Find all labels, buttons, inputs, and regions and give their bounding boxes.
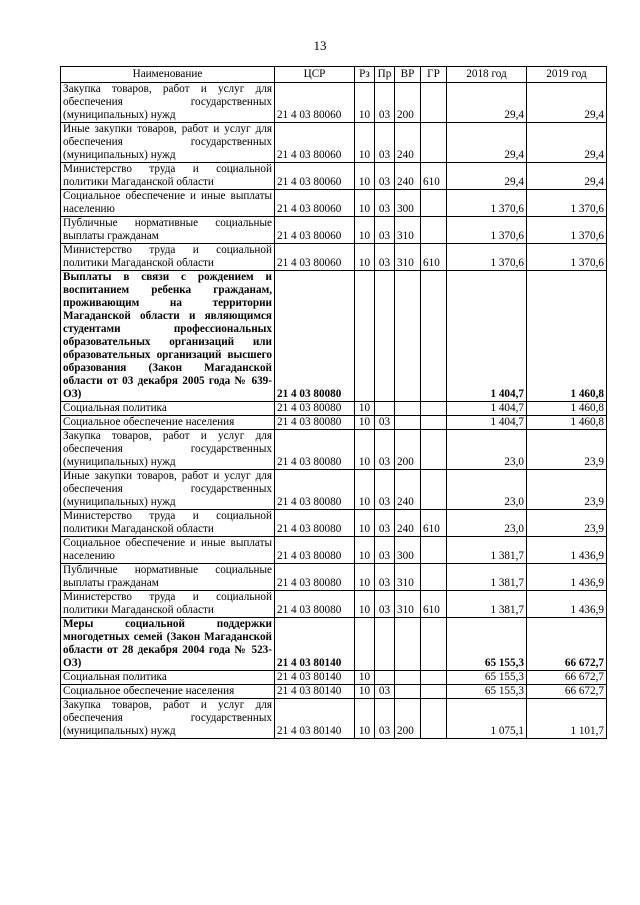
row-pr-cell: 03 xyxy=(375,564,395,591)
row-gr-cell xyxy=(421,430,447,470)
row-rz-cell: 10 xyxy=(355,402,375,416)
row-csr-cell: 21 4 03 80080 xyxy=(275,430,355,470)
row-name-cell: Социальное обеспечение и иные выплаты населению xyxy=(61,537,275,564)
row-gr-cell xyxy=(421,190,447,217)
page-number: 13 xyxy=(313,38,327,53)
row-vr-cell: 200 xyxy=(395,430,421,470)
row-name-cell: Социальное обеспечение и иные выплаты населению xyxy=(61,190,275,217)
row-vr-cell xyxy=(395,402,421,416)
table-row xyxy=(61,402,607,416)
row-csr-cell: 21 4 03 80140 xyxy=(275,699,355,739)
row-name-cell: Министерство труда и социальной политики Магаданской области xyxy=(61,244,275,271)
row-2019-cell: 1 460,8 xyxy=(527,271,607,402)
row-rz-cell: 10 xyxy=(355,163,375,190)
row-2018-cell: 1 075,1 xyxy=(447,699,527,739)
row-pr-cell: 03 xyxy=(375,244,395,271)
row-pr-cell xyxy=(375,671,395,685)
row-gr-cell xyxy=(421,123,447,163)
row-vr-cell: 300 xyxy=(395,537,421,564)
row-vr-cell xyxy=(395,671,421,685)
table-row xyxy=(61,271,607,402)
row-rz-cell: 10 xyxy=(355,430,375,470)
row-vr-cell xyxy=(395,685,421,699)
table-row xyxy=(61,671,607,685)
row-2018-cell: 29,4 xyxy=(447,123,527,163)
row-2019-cell: 66 672,7 xyxy=(527,671,607,685)
row-rz-cell: 10 xyxy=(355,699,375,739)
row-pr-cell: 03 xyxy=(375,83,395,123)
row-rz-cell: 10 xyxy=(355,244,375,271)
row-rz-cell xyxy=(355,618,375,671)
row-vr-cell: 240 xyxy=(395,123,421,163)
row-2019-cell: 29,4 xyxy=(527,163,607,190)
row-rz-cell: 10 xyxy=(355,564,375,591)
row-2018-cell: 23,0 xyxy=(447,510,527,537)
row-gr-cell xyxy=(421,217,447,244)
row-gr-cell xyxy=(421,537,447,564)
table-row xyxy=(61,123,607,163)
row-2018-cell: 1 381,7 xyxy=(447,537,527,564)
row-vr-cell: 310 xyxy=(395,564,421,591)
row-name-cell: Социальная политика xyxy=(61,402,275,416)
header-pr: Пр xyxy=(375,67,395,83)
row-gr-cell xyxy=(421,564,447,591)
row-csr-cell: 21 4 03 80140 xyxy=(275,685,355,699)
row-pr-cell: 03 xyxy=(375,430,395,470)
row-name-cell: Социальная политика xyxy=(61,671,275,685)
row-2018-cell: 1 404,7 xyxy=(447,402,527,416)
table-body xyxy=(61,83,607,739)
row-csr-cell: 21 4 03 80060 xyxy=(275,163,355,190)
table-row xyxy=(61,537,607,564)
row-gr-cell xyxy=(421,470,447,510)
row-vr-cell: 240 xyxy=(395,163,421,190)
table-row xyxy=(61,83,607,123)
row-2019-cell: 1 460,8 xyxy=(527,402,607,416)
row-gr-cell xyxy=(421,402,447,416)
row-2018-cell: 23,0 xyxy=(447,430,527,470)
table-row xyxy=(61,510,607,537)
table-header-row xyxy=(61,67,607,83)
table-row xyxy=(61,470,607,510)
table-row xyxy=(61,699,607,739)
table-row xyxy=(61,217,607,244)
header-csr: ЦСР xyxy=(275,67,355,83)
row-csr-cell: 21 4 03 80140 xyxy=(275,618,355,671)
row-name-cell: Выплаты в связи с рождением и воспитанием ребенка гражданам, проживающим на территории Магаданской области и являющимся студентами профессиональных образовательных организаций или образовательных организаций высшего образования (Закон Магаданской области от 03 декабря 2005 года № 639-ОЗ) xyxy=(61,271,275,402)
row-gr-cell xyxy=(421,699,447,739)
table-row xyxy=(61,430,607,470)
row-gr-cell: 610 xyxy=(421,591,447,618)
row-gr-cell: 610 xyxy=(421,510,447,537)
row-2019-cell: 1 370,6 xyxy=(527,190,607,217)
row-name-cell: Закупка товаров, работ и услуг для обеспечения государственных (муниципальных) нужд xyxy=(61,83,275,123)
row-name-cell: Министерство труда и социальной политики Магаданской области xyxy=(61,510,275,537)
row-csr-cell: 21 4 03 80080 xyxy=(275,416,355,430)
row-2019-cell: 23,9 xyxy=(527,510,607,537)
header-rz: Рз xyxy=(355,67,375,83)
row-pr-cell: 03 xyxy=(375,217,395,244)
row-csr-cell: 21 4 03 80060 xyxy=(275,217,355,244)
row-name-cell: Министерство труда и социальной политики Магаданской области xyxy=(61,163,275,190)
row-2019-cell: 23,9 xyxy=(527,470,607,510)
row-pr-cell: 03 xyxy=(375,510,395,537)
row-name-cell: Закупка товаров, работ и услуг для обеспечения государственных (муниципальных) нужд xyxy=(61,699,275,739)
header-2019: 2019 год xyxy=(527,67,607,83)
table-row xyxy=(61,190,607,217)
header-gr: ГР xyxy=(421,67,447,83)
row-2018-cell: 1 381,7 xyxy=(447,591,527,618)
row-2018-cell: 1 370,6 xyxy=(447,217,527,244)
row-pr-cell xyxy=(375,618,395,671)
row-2018-cell: 29,4 xyxy=(447,83,527,123)
row-2019-cell: 29,4 xyxy=(527,123,607,163)
row-2018-cell: 23,0 xyxy=(447,470,527,510)
row-csr-cell: 21 4 03 80060 xyxy=(275,83,355,123)
row-vr-cell: 300 xyxy=(395,190,421,217)
row-name-cell: Социальное обеспечение населения xyxy=(61,416,275,430)
row-name-cell: Иные закупки товаров, работ и услуг для обеспечения государственных (муниципальных) нужд xyxy=(61,470,275,510)
row-vr-cell: 310 xyxy=(395,591,421,618)
row-csr-cell: 21 4 03 80080 xyxy=(275,537,355,564)
row-rz-cell xyxy=(355,271,375,402)
row-rz-cell: 10 xyxy=(355,537,375,564)
row-name-cell: Меры социальной поддержки многодетных семей (Закон Магаданской области от 28 декабря 2004 года № 523-ОЗ) xyxy=(61,618,275,671)
row-csr-cell: 21 4 03 80080 xyxy=(275,470,355,510)
row-2019-cell: 1 436,9 xyxy=(527,537,607,564)
row-2018-cell: 65 155,3 xyxy=(447,671,527,685)
row-2018-cell: 1 370,6 xyxy=(447,244,527,271)
row-name-cell: Иные закупки товаров, работ и услуг для обеспечения государственных (муниципальных) нужд xyxy=(61,123,275,163)
row-name-cell: Публичные нормативные социальные выплаты гражданам xyxy=(61,217,275,244)
row-gr-cell: 610 xyxy=(421,163,447,190)
row-pr-cell xyxy=(375,271,395,402)
row-gr-cell xyxy=(421,685,447,699)
row-vr-cell xyxy=(395,416,421,430)
row-2019-cell: 66 672,7 xyxy=(527,685,607,699)
row-rz-cell: 10 xyxy=(355,685,375,699)
row-pr-cell: 03 xyxy=(375,416,395,430)
table-row xyxy=(61,564,607,591)
row-pr-cell xyxy=(375,402,395,416)
header-vr: ВР xyxy=(395,67,421,83)
row-vr-cell: 240 xyxy=(395,510,421,537)
row-vr-cell: 310 xyxy=(395,217,421,244)
row-csr-cell: 21 4 03 80080 xyxy=(275,271,355,402)
row-pr-cell: 03 xyxy=(375,470,395,510)
header-2018: 2018 год xyxy=(447,67,527,83)
row-rz-cell: 10 xyxy=(355,470,375,510)
header-name: Наименование xyxy=(61,67,275,83)
row-pr-cell: 03 xyxy=(375,685,395,699)
row-vr-cell xyxy=(395,271,421,402)
row-2018-cell: 65 155,3 xyxy=(447,618,527,671)
row-csr-cell: 21 4 03 80080 xyxy=(275,564,355,591)
row-gr-cell xyxy=(421,271,447,402)
row-2019-cell: 23,9 xyxy=(527,430,607,470)
row-csr-cell: 21 4 03 80080 xyxy=(275,591,355,618)
row-gr-cell: 610 xyxy=(421,244,447,271)
row-2018-cell: 1 404,7 xyxy=(447,271,527,402)
table-row xyxy=(61,163,607,190)
row-csr-cell: 21 4 03 80060 xyxy=(275,123,355,163)
row-gr-cell xyxy=(421,83,447,123)
row-csr-cell: 21 4 03 80060 xyxy=(275,190,355,217)
row-name-cell: Публичные нормативные социальные выплаты гражданам xyxy=(61,564,275,591)
row-vr-cell: 200 xyxy=(395,699,421,739)
row-2018-cell: 1 381,7 xyxy=(447,564,527,591)
row-2019-cell: 29,4 xyxy=(527,83,607,123)
row-2019-cell: 1 436,9 xyxy=(527,564,607,591)
row-name-cell: Социальное обеспечение населения xyxy=(61,685,275,699)
row-gr-cell xyxy=(421,671,447,685)
row-2019-cell: 1 101,7 xyxy=(527,699,607,739)
row-pr-cell: 03 xyxy=(375,537,395,564)
row-rz-cell: 10 xyxy=(355,591,375,618)
row-2018-cell: 29,4 xyxy=(447,163,527,190)
row-2018-cell: 1 404,7 xyxy=(447,416,527,430)
row-2019-cell: 1 370,6 xyxy=(527,244,607,271)
row-rz-cell: 10 xyxy=(355,123,375,163)
row-gr-cell xyxy=(421,416,447,430)
budget-table xyxy=(60,66,607,739)
row-csr-cell: 21 4 03 80060 xyxy=(275,244,355,271)
row-pr-cell: 03 xyxy=(375,699,395,739)
row-csr-cell: 21 4 03 80140 xyxy=(275,671,355,685)
row-rz-cell: 10 xyxy=(355,671,375,685)
table-row xyxy=(61,591,607,618)
row-vr-cell: 240 xyxy=(395,470,421,510)
row-2018-cell: 1 370,6 xyxy=(447,190,527,217)
row-2019-cell: 1 460,8 xyxy=(527,416,607,430)
row-pr-cell: 03 xyxy=(375,591,395,618)
row-rz-cell: 10 xyxy=(355,190,375,217)
row-rz-cell: 10 xyxy=(355,510,375,537)
row-vr-cell: 310 xyxy=(395,244,421,271)
row-name-cell: Министерство труда и социальной политики Магаданской области xyxy=(61,591,275,618)
row-2018-cell: 65 155,3 xyxy=(447,685,527,699)
row-pr-cell: 03 xyxy=(375,190,395,217)
row-2019-cell: 66 672,7 xyxy=(527,618,607,671)
row-gr-cell xyxy=(421,618,447,671)
table-row xyxy=(61,416,607,430)
row-pr-cell: 03 xyxy=(375,123,395,163)
row-2019-cell: 1 436,9 xyxy=(527,591,607,618)
row-csr-cell: 21 4 03 80080 xyxy=(275,510,355,537)
row-rz-cell: 10 xyxy=(355,416,375,430)
table-row xyxy=(61,685,607,699)
table-row xyxy=(61,244,607,271)
row-pr-cell: 03 xyxy=(375,163,395,190)
table-row xyxy=(61,618,607,671)
row-vr-cell: 200 xyxy=(395,83,421,123)
row-rz-cell: 10 xyxy=(355,83,375,123)
row-vr-cell xyxy=(395,618,421,671)
row-csr-cell: 21 4 03 80080 xyxy=(275,402,355,416)
row-2019-cell: 1 370,6 xyxy=(527,217,607,244)
row-rz-cell: 10 xyxy=(355,217,375,244)
row-name-cell: Закупка товаров, работ и услуг для обеспечения государственных (муниципальных) нужд xyxy=(61,430,275,470)
